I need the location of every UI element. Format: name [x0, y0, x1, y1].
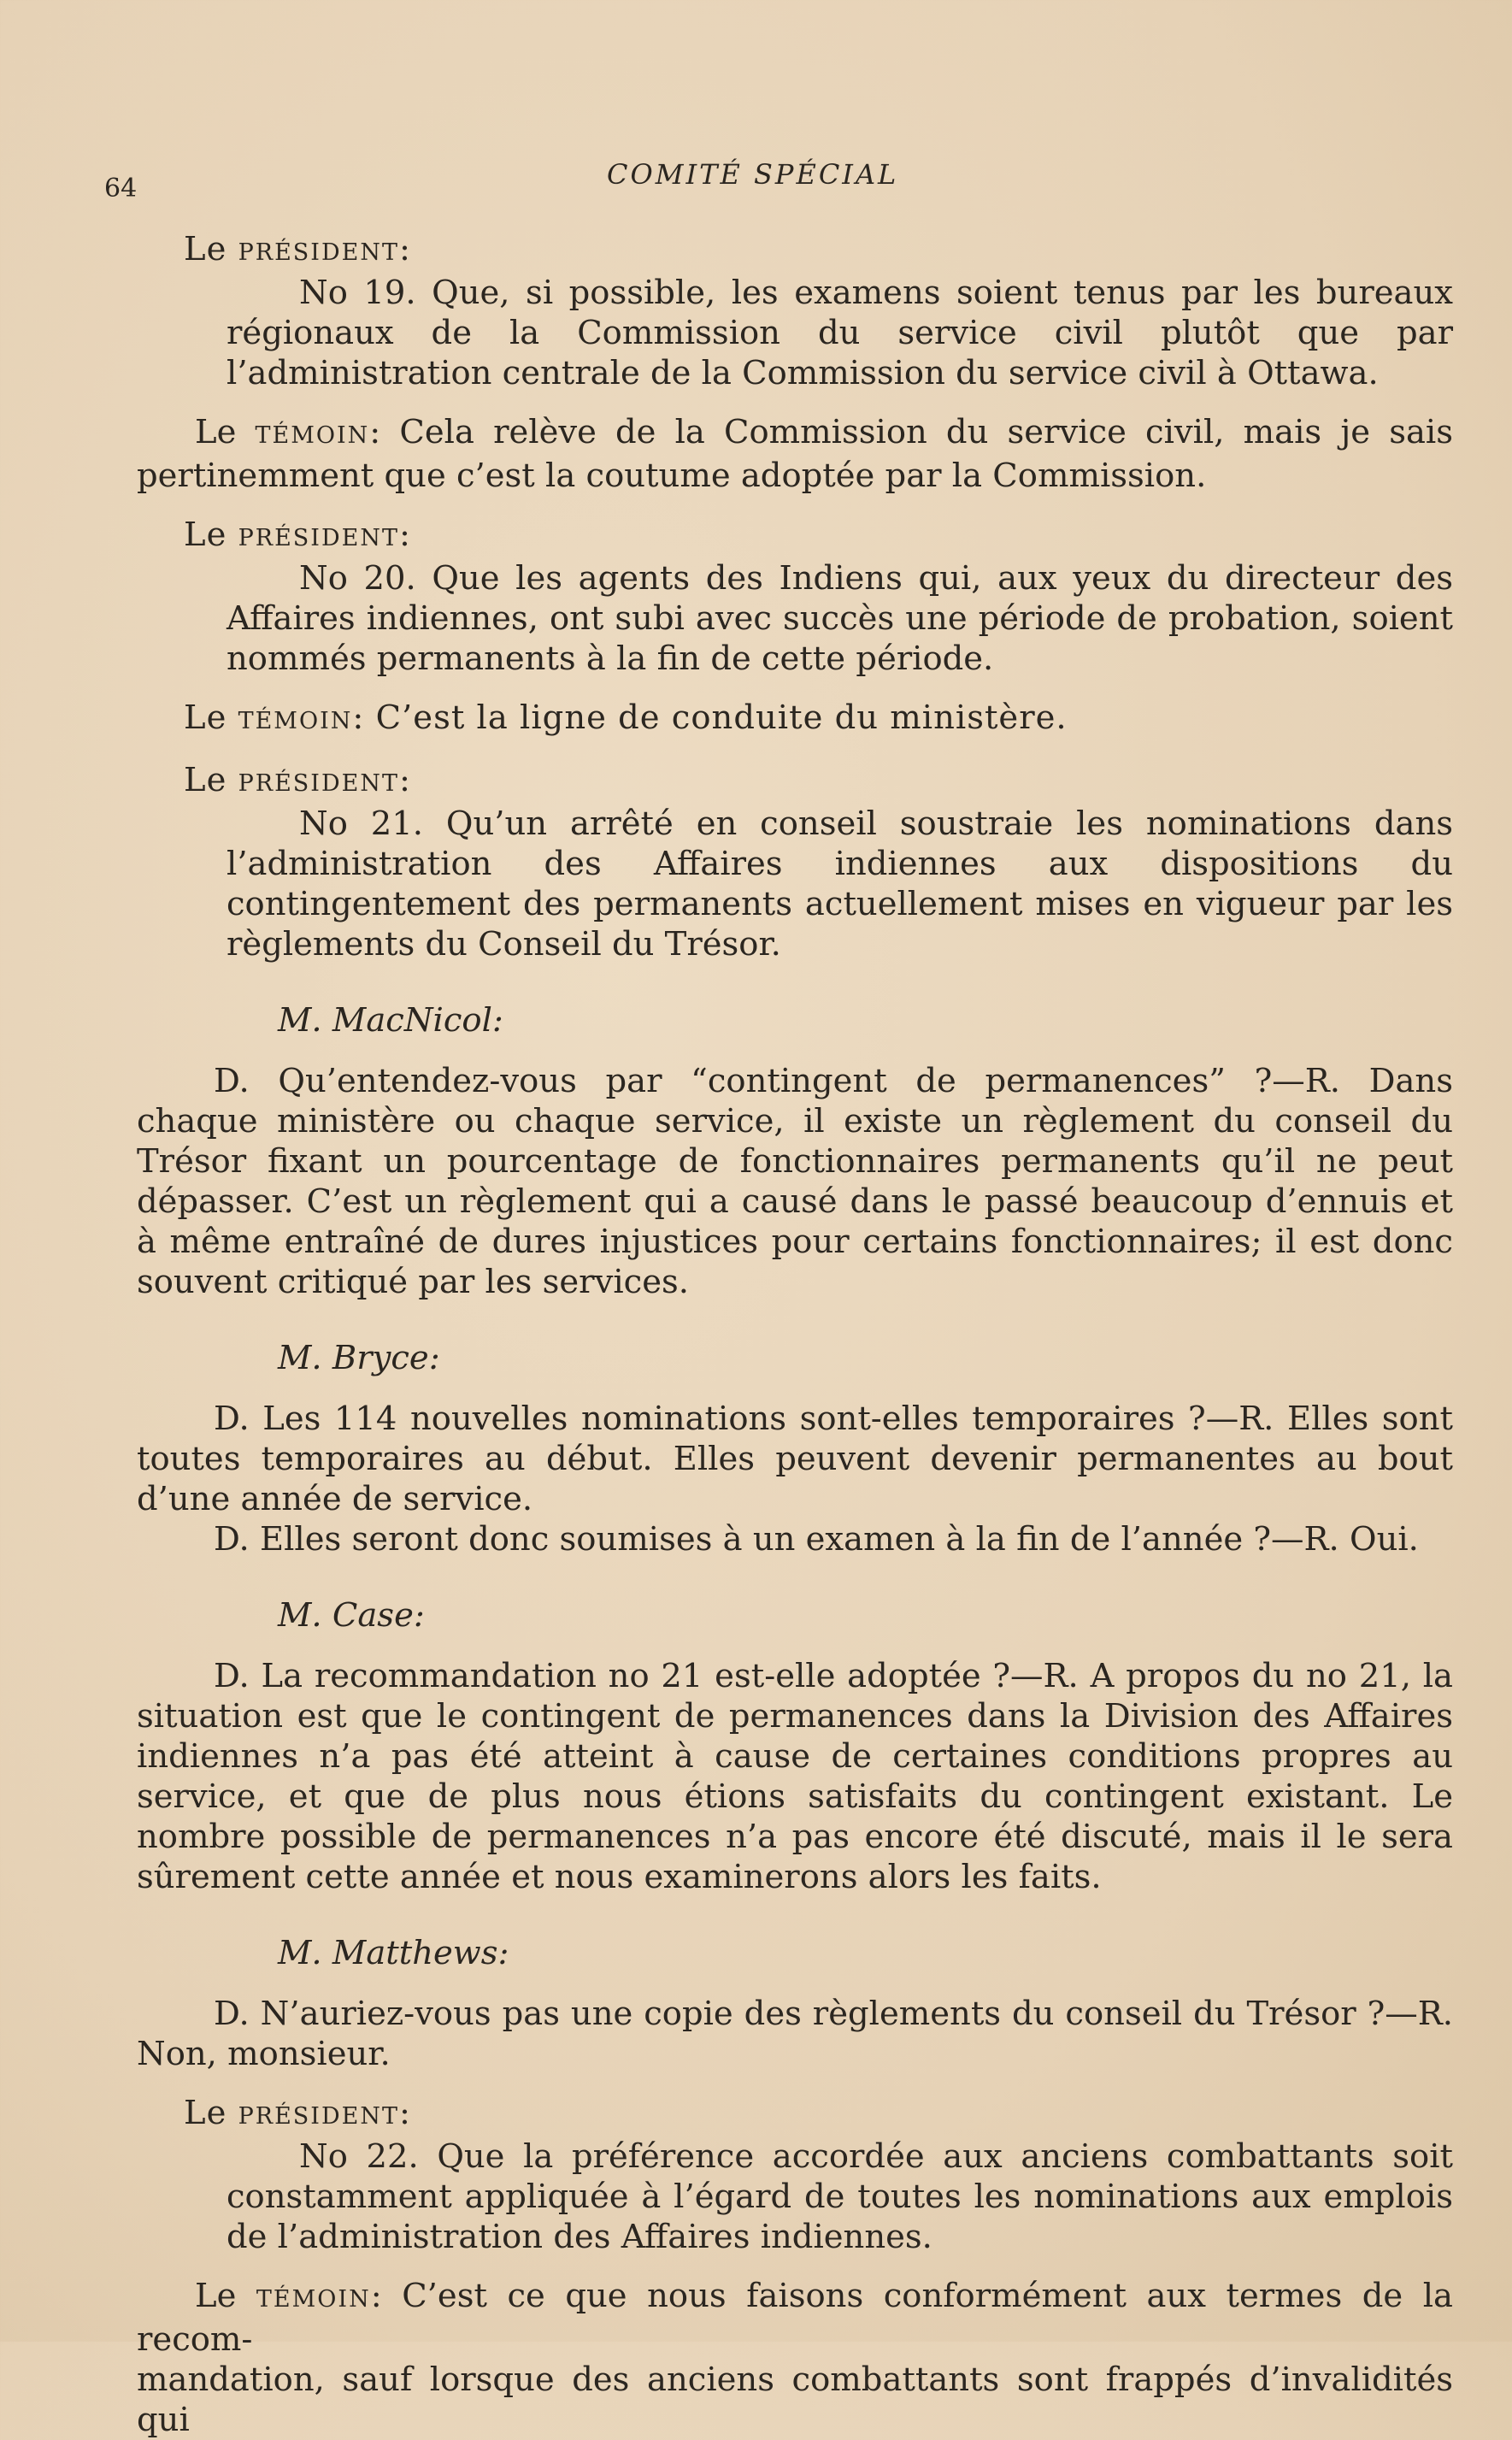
witness-text: : Cela relève de la Commission du service civil, mais je sais pertinemment que c’est la coutume adoptée par la Commission.: [137, 413, 1453, 495]
speaker-label: [184, 229, 1453, 273]
speaker-matthews: M. Matthews:: [278, 1934, 509, 1972]
speaker-label: [184, 760, 1453, 804]
question-answer: D. Les 114 nouvelles nominations sont-elles temporaires ?—R. Elles sont toutes temporaires au début. Elles peuvent devenir permanentes au bout d’une année de service.: [137, 1400, 1453, 1518]
recommendation-20: No 20. Que les agents des Indiens qui, aux yeux du directeur des Affaires indiennes, ont subi avec succès une période de probation, soient nommés permanents à la fin de cette période.: [227, 559, 1453, 678]
question-answer: D. Qu’entendez-vous par “contingent de permanences” ?—R. Dans chaque ministère ou chaque service, il existe un règlement du conseil du Trésor fixant un pourcentage de fonctionnaires permanents qu’il ne peut dépasser. C’est un règlement qui a causé dans le passé beaucoup d’ennuis et à même entraîné de dures injustices pour certains fonctionnaires; il est donc souvent critiqué par les services.: [137, 1062, 1453, 1301]
speaker-label: [184, 2093, 1453, 2136]
witness-answer: [137, 412, 1453, 496]
role-president: PRÉSIDENT: [238, 239, 399, 266]
role-witness: TÉMOIN: [256, 2286, 371, 2313]
witness-text: : C’est ce que nous faisons conformément aux termes de la recom-: [137, 2277, 1453, 2359]
speaker-bryce: M. Bryce:: [278, 1339, 440, 1377]
label-prefix: Le: [184, 761, 238, 799]
recommendation-19: No 19. Que, si possible, les examens soient tenus par les bureaux régionaux de la Commission du service civil plutôt que par l’administration centrale de la Commission du service civil à Ottawa.: [227, 274, 1453, 392]
running-title: COMITÉ SPÉCIAL: [607, 158, 899, 191]
label-prefix: Le: [184, 698, 238, 737]
label-prefix: Le: [195, 2277, 256, 2315]
label-colon: :: [398, 761, 411, 799]
label-colon: :: [398, 230, 411, 268]
role-president: PRÉSIDENT: [238, 525, 399, 551]
speaker-case: M. Case:: [278, 1596, 425, 1635]
question-answer: D. La recommandation no 21 est-elle adoptée ?—R. A propos du no 21, la situation est que le contingent de permanences dans la Division des Affaires indiennes n’a pas été atteint à cause de certaines conditions propres au service, et que de plus nous étions satisfaits du contingent existant. Le nombre possible de permanences n’a pas encore été discuté, mais il le sera sûrement cette année et nous examinerons alors les faits.: [137, 1657, 1453, 1896]
label-prefix: Le: [184, 2094, 238, 2132]
witness-answer: [184, 698, 1453, 741]
question-answer: D. Elles seront donc soumises à un examen à la fin de l’année ?—R. Oui.: [214, 1520, 1419, 1559]
label-colon: :: [398, 516, 411, 554]
page-body: [137, 229, 1453, 2439]
speaker-label: [184, 515, 1453, 558]
speaker-macnicol: M. MacNicol:: [278, 1001, 503, 1040]
role-witness: TÉMOIN: [238, 708, 353, 734]
label-prefix: Le: [184, 516, 238, 554]
question-answer: D. N’auriez-vous pas une copie des règlements du conseil du Trésor ?—R. Non, monsieur.: [137, 1995, 1453, 2073]
label-prefix: Le: [195, 413, 256, 451]
witness-text: : C’est la ligne de conduite du ministère.: [352, 698, 1068, 737]
recommendation-21: No 21. Qu’un arrêté en conseil soustraie les nominations dans l’administration des Affaires indiennes aux dispositions du contingentement des permanents actuellement mises en vigueur par les règlements du Conseil du Trésor.: [227, 804, 1453, 964]
page-number: 64: [104, 174, 138, 203]
recommendation-22: No 22. Que la préférence accordée aux anciens combattants soit constamment appliquée à l’égard de toutes les nominations aux emplois de l’administration des Affaires indiennes.: [227, 2137, 1453, 2256]
role-president: PRÉSIDENT: [238, 2103, 399, 2130]
role-president: PRÉSIDENT: [238, 770, 399, 797]
continued-text: mandation, sauf lorsque des anciens combattants sont frappés d’invalidités qui: [137, 2360, 1453, 2439]
role-witness: TÉMOIN: [255, 422, 370, 449]
label-colon: :: [398, 2094, 411, 2132]
witness-answer: [137, 2276, 1453, 2360]
page-header: [0, 150, 1512, 201]
label-prefix: Le: [184, 230, 238, 268]
